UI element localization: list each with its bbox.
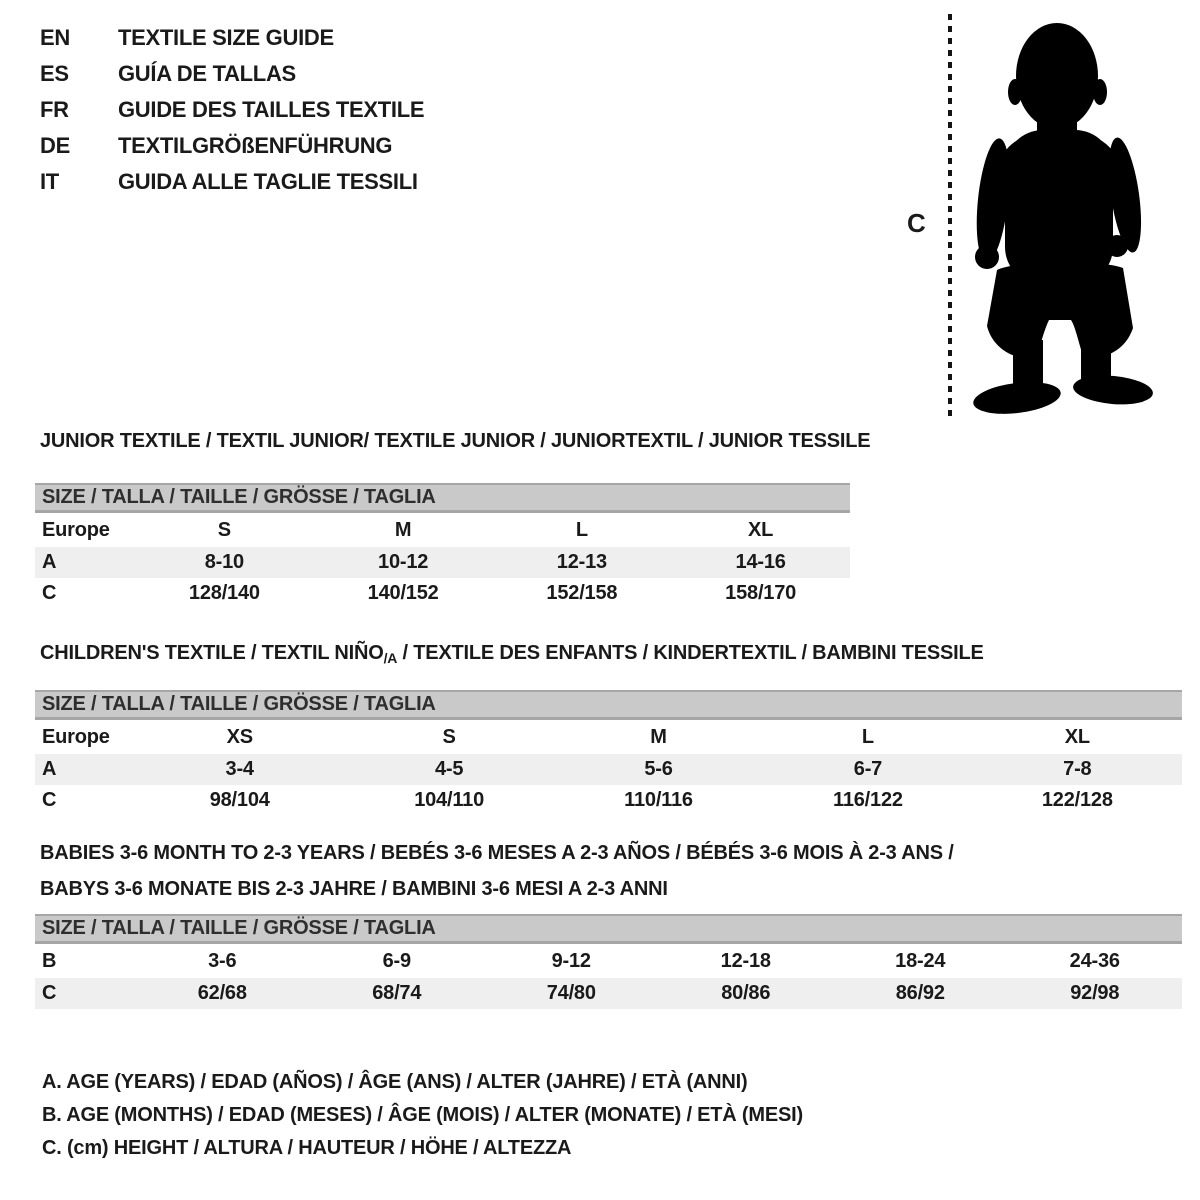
table-cell: 24-36 <box>1069 949 1120 972</box>
language-row <box>40 170 424 193</box>
row-label-cell: B <box>42 949 57 972</box>
table-cell: 62/68 <box>197 982 247 1004</box>
table-cell: M <box>650 725 667 748</box>
height-dimension-line <box>948 14 952 420</box>
table-cell: 74/80 <box>546 982 596 1004</box>
table-cell: 98/104 <box>209 789 270 811</box>
toddler-silhouette-icon <box>960 10 1165 422</box>
table-cell: 7-8 <box>1063 758 1092 780</box>
gender-suffix-subscript: /A <box>383 650 398 666</box>
language-row <box>40 26 424 49</box>
table-row <box>35 944 1182 978</box>
table-cell: 158/170 <box>725 582 797 604</box>
size-header-band: SIZE / TALLA / TAILLE / GRÖSSE / TAGLIA <box>35 914 1182 944</box>
language-code: EN <box>40 25 70 50</box>
size-header-band: SIZE / TALLA / TAILLE / GRÖSSE / TAGLIA <box>35 690 1182 720</box>
table-cell: 80/86 <box>721 982 771 1004</box>
section-heading-line1: BABIES 3-6 MONTH TO 2-3 YEARS / BEBÉS 3-6 MESES A 2-3 AÑOS / BÉBÉS 3-6 MOIS À 2-3 ANS / <box>40 842 954 864</box>
table-cell: S <box>442 725 456 748</box>
legend-line-b: B. AGE (MONTHS) / EDAD (MESES) / ÂGE (MOIS) / ALTER (MONATE) / ETÀ (MESI) <box>42 1104 803 1126</box>
table-cell: M <box>394 518 412 541</box>
size-header-band: SIZE / TALLA / TAILLE / GRÖSSE / TAGLIA <box>35 483 850 513</box>
table-cell: 3-6 <box>208 949 237 972</box>
language-title-list <box>40 26 424 206</box>
table-cell: S <box>217 518 231 541</box>
row-label-cell: C <box>42 982 57 1004</box>
section-children-textile <box>35 642 1182 816</box>
row-label-cell: C <box>42 789 57 811</box>
language-guide-title: GUÍA DE TALLAS <box>118 61 296 86</box>
section-heading-babies <box>35 842 1182 900</box>
row-label-cell: A <box>42 551 57 573</box>
language-code: FR <box>40 97 69 122</box>
language-guide-title: TEXTILE SIZE GUIDE <box>118 25 334 50</box>
table-row <box>35 785 1182 816</box>
table-cell: 86/92 <box>895 982 945 1004</box>
language-guide-title: GUIDE DES TAILLES TEXTILE <box>118 97 425 122</box>
table-cell: 110/116 <box>624 789 693 811</box>
section-heading-junior: JUNIOR TEXTILE / TEXTIL JUNIOR/ TEXTILE JUNIOR / JUNIORTEXTIL / JUNIOR TESSILE <box>40 430 871 452</box>
table-cell: 6-9 <box>382 949 411 972</box>
row-label-cell: Europe <box>42 725 110 748</box>
table-cell: 12-18 <box>720 949 771 972</box>
table-cell: XS <box>226 725 253 748</box>
table-cell: 68/74 <box>372 982 422 1004</box>
table-cell: 116/122 <box>833 789 903 811</box>
table-row <box>35 547 850 578</box>
table-cell: L <box>861 725 874 748</box>
row-label-cell: C <box>42 582 57 604</box>
table-cell: 18-24 <box>895 949 946 972</box>
language-code: DE <box>40 133 70 158</box>
table-cell: 128/140 <box>188 582 260 604</box>
language-guide-title: TEXTILGRÖßENFÜHRUNG <box>118 133 393 158</box>
toddler-figure <box>905 10 1165 426</box>
language-row <box>40 98 424 121</box>
table-cell: 92/98 <box>1070 982 1120 1004</box>
table-cell: 6-7 <box>853 758 883 780</box>
section-heading-children <box>35 642 1182 665</box>
children-size-table <box>35 720 1182 816</box>
language-row <box>40 62 424 85</box>
table-cell: 4-5 <box>434 758 464 780</box>
table-cell: XL <box>748 518 774 541</box>
legend-line-c: C. (cm) HEIGHT / ALTURA / HAUTEUR / HÖHE / ALTEZZA <box>42 1137 572 1159</box>
table-cell: 5-6 <box>644 758 673 780</box>
table-cell: 14-16 <box>735 551 786 573</box>
table-cell: 3-4 <box>225 758 254 780</box>
language-row <box>40 134 424 157</box>
section-heading-line2: BABYS 3-6 MONATE BIS 2-3 JAHRE / BAMBINI 3-6 MESI A 2-3 ANNI <box>40 878 668 900</box>
table-row <box>35 513 850 547</box>
table-cell: 12-13 <box>556 551 607 573</box>
row-label-cell: A <box>42 758 57 780</box>
table-cell: 9-12 <box>551 949 591 972</box>
table-cell: 152/158 <box>546 582 618 604</box>
table-cell: 10-12 <box>378 551 429 573</box>
section-babies-textile <box>35 842 1182 1009</box>
table-cell: 104/110 <box>414 789 484 811</box>
row-label-cell: Europe <box>42 518 110 541</box>
legend <box>42 1072 803 1171</box>
section-heading-text: CHILDREN'S TEXTILE / TEXTIL NIÑO <box>40 642 384 664</box>
legend-line-a: A. AGE (YEARS) / EDAD (AÑOS) / ÂGE (ANS) / ALTER (JAHRE) / ETÀ (ANNI) <box>42 1071 748 1093</box>
table-row <box>35 978 1182 1009</box>
language-code: IT <box>40 169 59 194</box>
table-cell: 122/128 <box>1041 789 1113 811</box>
table-row <box>35 754 1182 785</box>
table-cell: L <box>575 518 588 541</box>
table-row <box>35 578 850 609</box>
section-junior-textile <box>35 430 871 609</box>
table-cell: 8-10 <box>204 551 244 573</box>
table-cell: XL <box>1064 725 1090 748</box>
table-cell: 140/152 <box>367 582 439 604</box>
section-heading-text: / TEXTILE DES ENFANTS / KINDERTEXTIL / BAMBINI TESSILE <box>397 642 984 664</box>
height-dimension-label: C <box>907 208 926 238</box>
junior-size-table <box>35 513 850 609</box>
language-code: ES <box>40 61 69 86</box>
babies-size-table <box>35 944 1182 1009</box>
language-guide-title: GUIDA ALLE TAGLIE TESSILI <box>118 169 418 194</box>
table-row <box>35 720 1182 754</box>
